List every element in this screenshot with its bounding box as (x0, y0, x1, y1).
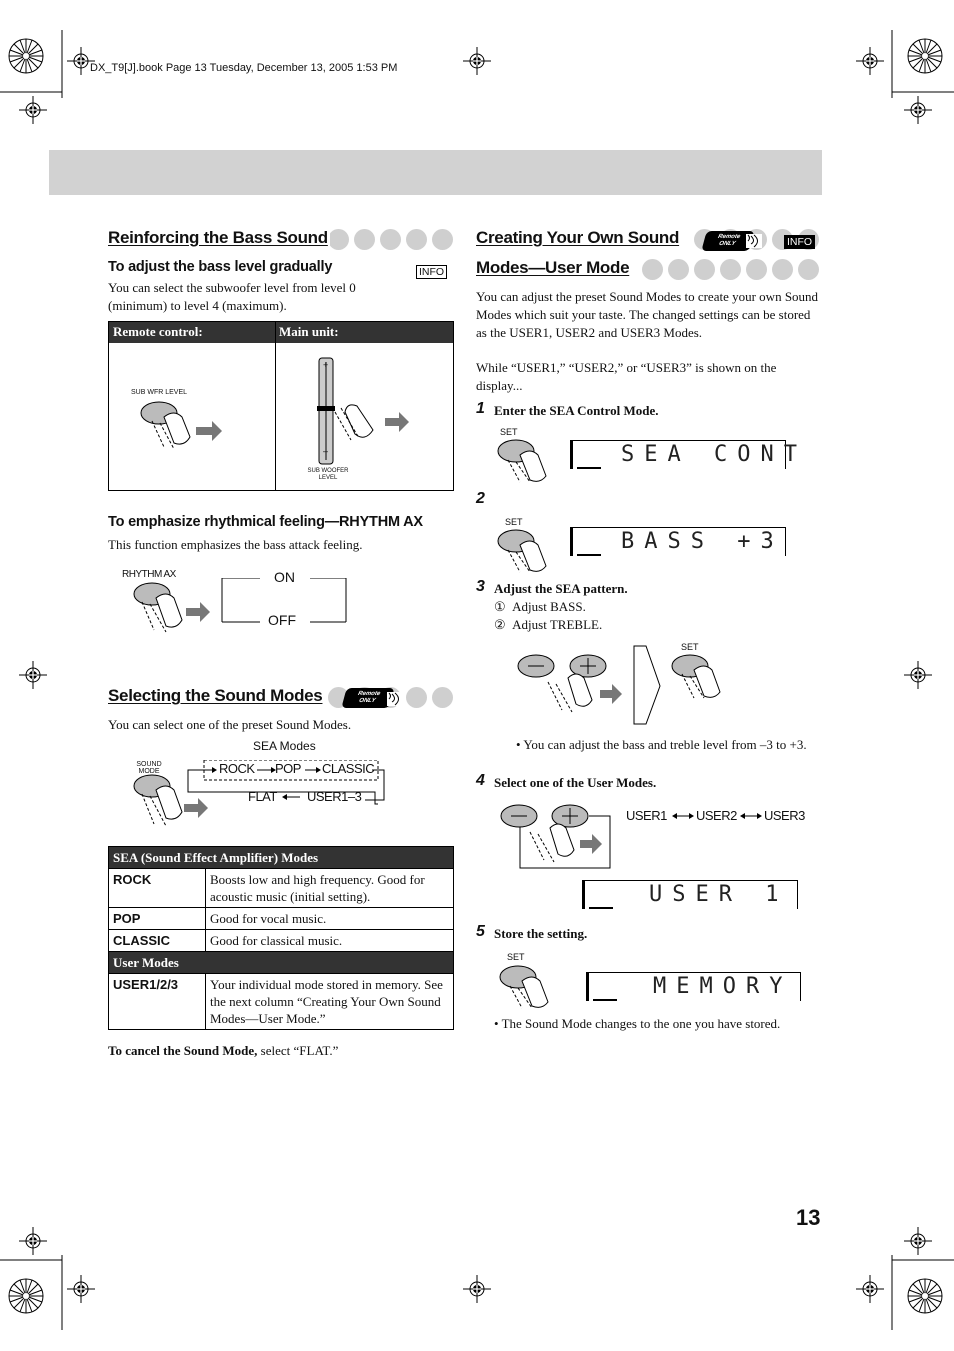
step-number: 4 (476, 772, 485, 789)
remote-only-badge: Remote ONLY (341, 688, 394, 708)
user-mode-select-illustration (494, 800, 634, 872)
sub-wfr-label: SUB WFR LEVEL (131, 389, 188, 396)
sea-modes-table (108, 846, 454, 1030)
file-header: DX_T9[J].book Page 13 Tuesday, December 13, 2005 1:53 PM (90, 62, 398, 74)
rhythm-ax-label: RHYTHM AX (122, 569, 176, 580)
section-title: Selecting the Sound Modes (108, 686, 323, 705)
signal-icon (387, 692, 401, 706)
table-row: POP Good for vocal music. (109, 908, 454, 930)
main-unit-header: Main unit: (279, 324, 339, 339)
title-dots (642, 259, 819, 280)
subsection-title: To emphasize rhythmical feeling—RHYTHM AX (108, 514, 423, 530)
sea-modes-label: SEA Modes (253, 739, 316, 753)
bass-description: You can select the subwoofer level from level 0 (minimum) to level 4 (maximum). (108, 280, 356, 313)
section-title: Creating Your Own Sound (476, 228, 683, 248)
step-substep: ② Adjust TREBLE. (494, 617, 603, 632)
header-band (49, 150, 822, 195)
step-note: • You can adjust the bass and treble level from –3 to +3. (516, 737, 807, 752)
table-row: USER1/2/3 Your individual mode stored in memory. See the next column “Creating Your Own Sound Modes—User Mode.” (109, 974, 454, 1030)
remote-only-badge: Remote ONLY (701, 231, 754, 251)
set-label: SET (500, 427, 518, 437)
sound-modes-description: You can select one of the preset Sound Modes. (108, 717, 352, 732)
on-label: ON (274, 569, 295, 585)
user-cycle-arrows (670, 810, 770, 822)
step-text: Select one of the User Modes. (494, 775, 657, 790)
bass-control-table (108, 321, 454, 491)
flow-flat: FLAT (248, 789, 277, 804)
set-button-illustration (496, 962, 556, 1010)
table-header: User Modes (109, 952, 454, 974)
table-header: SEA (Sound Effect Amplifier) Modes (109, 847, 454, 869)
bass-treble-adjust-illustration (514, 642, 744, 728)
table-row: CLASSIC Good for classical music. (109, 930, 454, 952)
sub-wfr-button-illustration (134, 397, 254, 457)
section-bass (108, 228, 453, 252)
main-unit-slider-illustration (305, 352, 415, 486)
info-badge: INFO (416, 265, 447, 279)
step-number: 1 (476, 400, 485, 417)
minus-mark: – (323, 446, 329, 456)
step-number: 2 (476, 490, 485, 507)
lcd-display: SEA CONT (570, 440, 786, 469)
step-note: • The Sound Mode changes to the one you have stored. (494, 1016, 781, 1031)
user-mode-condition: While “USER1,” “USER2,” or “USER3” is shown on the display... (476, 360, 777, 393)
rhythm-description: This function emphasizes the bass attack feeling. (108, 537, 363, 552)
section-title: Modes—User Mode (476, 258, 633, 278)
step-substep: ① Adjust BASS. (494, 599, 586, 614)
flow-rock: ROCK (219, 761, 255, 776)
flow-pop: POP (275, 761, 301, 776)
cancel-note: To cancel the Sound Mode, select “FLAT.” (108, 1043, 339, 1058)
lcd-display: BASS +3 (570, 527, 786, 556)
flow-user: USER1–3 (307, 789, 362, 804)
flow-classic: CLASSIC (322, 761, 375, 776)
lcd-display: MEMORY (586, 972, 801, 1001)
user2-label: USER2 (696, 808, 737, 823)
set-label: SET (505, 517, 523, 527)
step-number: 3 (476, 578, 485, 595)
plus-mark: + (323, 360, 329, 370)
table-row: ROCK Boosts low and high frequency. Good for acoustic music (initial setting). (109, 869, 454, 908)
section-sound-modes (108, 686, 453, 710)
sub-woofer-label: SUB WOOFER LEVEL (307, 468, 349, 481)
rhythm-ax-diagram (120, 578, 360, 638)
step-number: 5 (476, 923, 485, 940)
signal-icon (746, 234, 762, 248)
info-badge: INFO (784, 235, 815, 249)
section-title: Reinforcing the Bass Sound (108, 228, 328, 247)
remote-control-header: Remote control: (113, 324, 203, 339)
set-label: SET (681, 642, 699, 652)
user-mode-description: You can adjust the preset Sound Modes to create your own Sound Modes which suit your taste. The changed settings can be stored as the USER1, USER2 and USER3 Modes. (476, 289, 819, 340)
step-text: Enter the SEA Control Mode. (494, 403, 659, 418)
step-text: Adjust the SEA pattern. (494, 581, 628, 596)
off-label: OFF (268, 612, 296, 628)
user3-label: USER3 (764, 808, 805, 823)
lcd-display: USER 1 (582, 880, 798, 909)
section-user-mode (476, 228, 819, 284)
page-number: 13 (796, 1205, 821, 1230)
set-button-illustration (494, 436, 554, 484)
title-dots (328, 229, 453, 250)
set-button-illustration (494, 526, 554, 574)
user1-label: USER1 (626, 808, 667, 823)
subsection-title: To adjust the bass level gradually (108, 259, 333, 275)
set-label: SET (507, 952, 525, 962)
step-text: Store the setting. (494, 926, 588, 941)
sound-mode-label: SOUND MODE (136, 761, 162, 775)
